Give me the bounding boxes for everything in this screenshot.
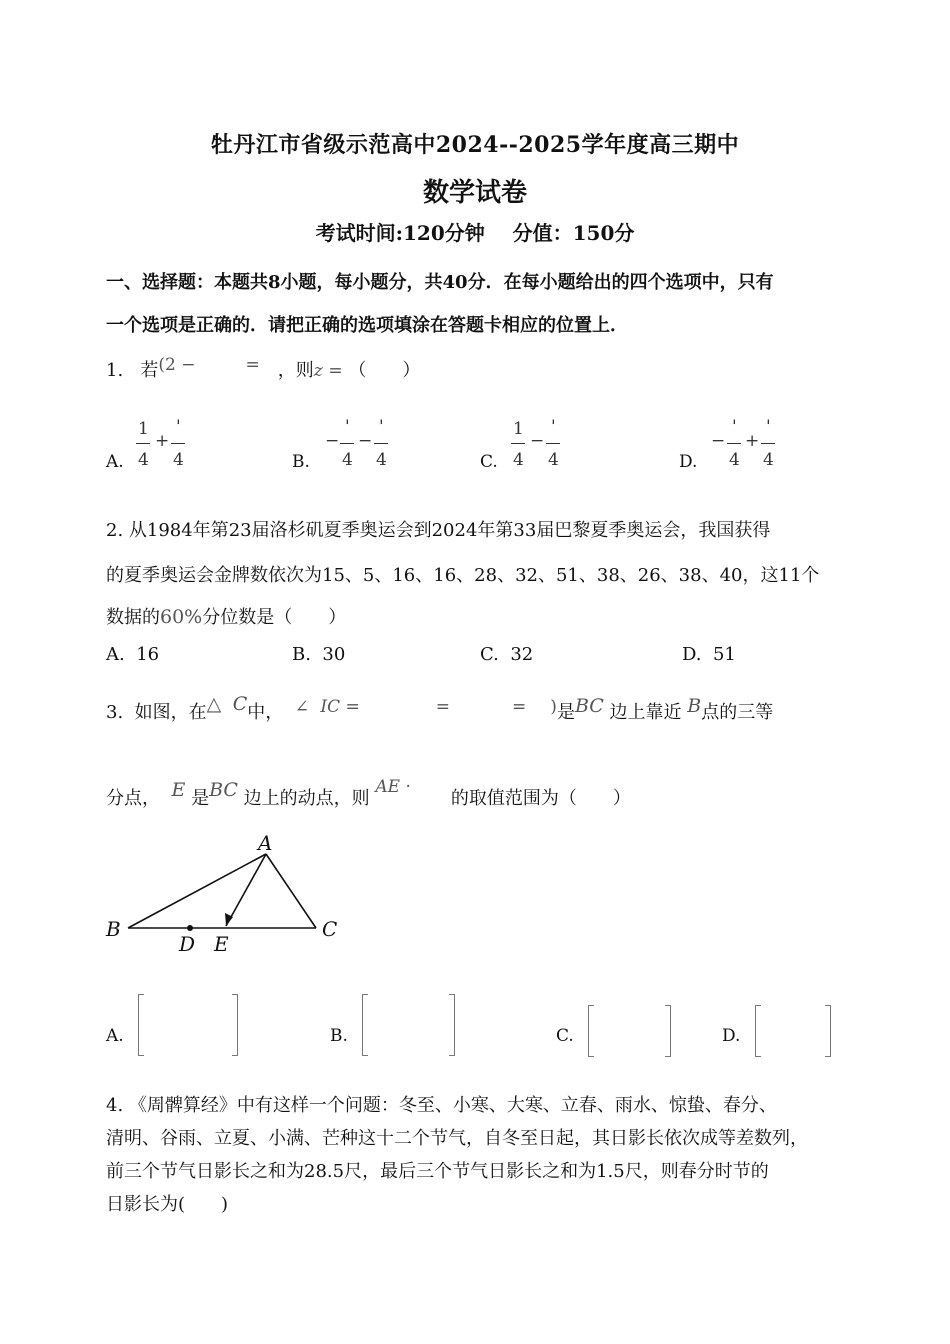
q3-text: 是 xyxy=(556,702,575,723)
q3-text: 是 xyxy=(191,788,210,809)
frac-denominator: 4 xyxy=(763,450,774,470)
q2-option-b[interactable] xyxy=(292,644,345,665)
q3-b: B xyxy=(687,695,702,717)
plus-sign: + xyxy=(155,431,170,451)
q3-bc: BC xyxy=(574,695,604,717)
minus-sign: − xyxy=(325,431,340,451)
left-bracket xyxy=(755,1005,762,1057)
frac-numerator: 1 xyxy=(138,419,149,439)
label-a: A xyxy=(258,831,273,855)
question-4-line3: 前三个节气日影长之和为28.5尺，最后三个节气日影长之和为1.5尺，则春分时节的 xyxy=(106,1161,769,1182)
q3-text: 如图，在 xyxy=(134,702,207,723)
exam-info: 考试时间:120分钟 分值：150分 xyxy=(315,221,635,245)
minus-sign: − xyxy=(358,431,373,451)
q1-eq: = xyxy=(245,355,260,375)
point-d xyxy=(187,925,193,931)
label-d: D xyxy=(179,932,196,956)
fraction-bar xyxy=(136,443,150,444)
right-bracket xyxy=(231,994,238,1056)
q3-text: 中， xyxy=(247,702,284,723)
angle-symbol: ∠ xyxy=(294,697,309,717)
q2-text: 数据的 xyxy=(106,607,160,628)
fraction-bar xyxy=(761,443,775,444)
option-label: D. xyxy=(682,644,702,665)
fraction-bar xyxy=(546,443,560,444)
question-2-line2: 的夏季奥运会金牌数依次为15、5、16、16、28、32、51、38、26、38、40，这11个 xyxy=(106,565,820,586)
q2-option-a[interactable] xyxy=(106,644,159,665)
option-label: B. xyxy=(292,644,311,665)
question-number: 3. xyxy=(106,702,124,723)
q3-angle-bac: IC = xyxy=(320,697,360,717)
option-value: 51 xyxy=(712,644,736,665)
frac-denominator: 4 xyxy=(729,450,740,470)
subject-title: 数学试卷 xyxy=(422,178,527,208)
question-4-line2: 清明、谷雨、立夏、小满、芒种这十二个节气，自冬至日起，其日影长依次成等差数列， xyxy=(106,1128,808,1149)
q3-text: 分点， xyxy=(106,788,160,809)
q1-ze: ，则 xyxy=(277,360,314,381)
fraction-bar xyxy=(511,443,525,444)
fraction-bar xyxy=(171,443,185,444)
frac-numerator: 1 xyxy=(513,419,524,439)
q1-expr: (2 − xyxy=(158,355,196,375)
q2-text: 分位数是（ ） xyxy=(202,607,347,628)
option-label: D. xyxy=(679,452,698,472)
label-c: C xyxy=(322,917,338,941)
right-bracket xyxy=(824,1005,831,1057)
q3-e: E xyxy=(171,779,186,801)
fraction-bar xyxy=(340,443,354,444)
label-b: B xyxy=(106,917,121,941)
option-label: B. xyxy=(292,452,310,472)
question-2-line3 xyxy=(106,603,346,629)
question-number: 1. xyxy=(106,360,124,381)
left-bracket xyxy=(138,994,145,1056)
right-bracket xyxy=(664,1005,671,1057)
option-label: A. xyxy=(106,1026,124,1046)
frac-denominator: 4 xyxy=(138,450,149,470)
q2-option-d[interactable] xyxy=(682,644,736,665)
minus-sign: − xyxy=(711,431,726,451)
q2-option-c[interactable] xyxy=(480,644,533,665)
option-label: A. xyxy=(106,452,124,472)
q3-eq2: = xyxy=(512,697,527,717)
q1-paren: （ ） xyxy=(348,360,421,381)
triangle-symbol: △ xyxy=(206,693,222,715)
q3-c: C xyxy=(232,693,248,715)
option-label: B. xyxy=(330,1026,348,1046)
option-label: D. xyxy=(722,1026,741,1046)
plus-sign: + xyxy=(745,431,760,451)
q3-eq1: = xyxy=(435,697,451,717)
option-label: A. xyxy=(106,644,125,665)
q3-vector-ae: AE · xyxy=(375,777,411,797)
frac-denominator: 4 xyxy=(548,450,559,470)
section-instructions-line1: 一、选择题：本题共8小题，每小题分，共40分．在每小题给出的四个选项中，只有 xyxy=(106,272,774,293)
question-4-line4: 日影长为( ) xyxy=(106,1194,229,1215)
q2-percentile: 60% xyxy=(160,606,203,628)
question-1-stem xyxy=(106,356,420,382)
frac-denominator: 4 xyxy=(376,450,387,470)
exam-title: 牡丹江市省级示范高中2024--2025学年度高三期中 xyxy=(210,132,740,158)
q1-ruo: 若 xyxy=(140,360,159,381)
left-bracket xyxy=(588,1005,595,1057)
frac-denominator: 4 xyxy=(342,450,353,470)
question-3-line1 xyxy=(106,693,774,724)
imag-unit: ' xyxy=(176,417,181,437)
q3-bc: BC xyxy=(209,779,238,801)
frac-denominator: 4 xyxy=(173,450,184,470)
q3-text: 边上的动点，则 xyxy=(243,788,370,809)
imag-unit: ' xyxy=(379,417,384,437)
q1-z: z xyxy=(313,361,323,381)
q3-rparen: ) xyxy=(550,697,557,717)
option-label: C. xyxy=(480,644,499,665)
option-value: 32 xyxy=(510,644,534,665)
right-bracket xyxy=(448,994,455,1056)
minus-sign: − xyxy=(530,431,545,451)
imag-unit: ' xyxy=(732,417,737,437)
q3-text: 边上靠近 xyxy=(609,702,682,723)
option-value: 30 xyxy=(322,644,346,665)
triangle-figure xyxy=(100,830,360,960)
q3-text: 点的三等 xyxy=(701,702,774,723)
side-ac xyxy=(266,854,316,928)
fraction-bar xyxy=(727,443,741,444)
left-bracket xyxy=(362,994,369,1056)
section-instructions-line2: 一个选项是正确的．请把正确的选项填涂在答题卡相应的位置上． xyxy=(106,315,628,336)
label-e: E xyxy=(214,932,229,956)
frac-denominator: 4 xyxy=(513,450,524,470)
question-4-line1: 4. 《周髀算经》中有这样一个问题：冬至、小寒、大寒、立春、雨水、惊蛰、春分、 xyxy=(106,1095,777,1116)
imag-unit: ' xyxy=(345,417,350,437)
option-label: C. xyxy=(480,452,498,472)
question-2-line1: 2. 从1984年第23届洛杉矶夏季奥运会到2024年第33届巴黎夏季奥运会，我国获得 xyxy=(106,520,771,541)
imag-unit: ' xyxy=(766,417,771,437)
fraction-bar xyxy=(374,443,388,444)
option-label: C. xyxy=(556,1026,574,1046)
q3-text: 的取值范围为（ ） xyxy=(450,788,631,809)
question-3-line2 xyxy=(106,777,631,810)
q1-eq2: = xyxy=(328,361,343,381)
option-value: 16 xyxy=(136,644,160,665)
imag-unit: ' xyxy=(551,417,556,437)
